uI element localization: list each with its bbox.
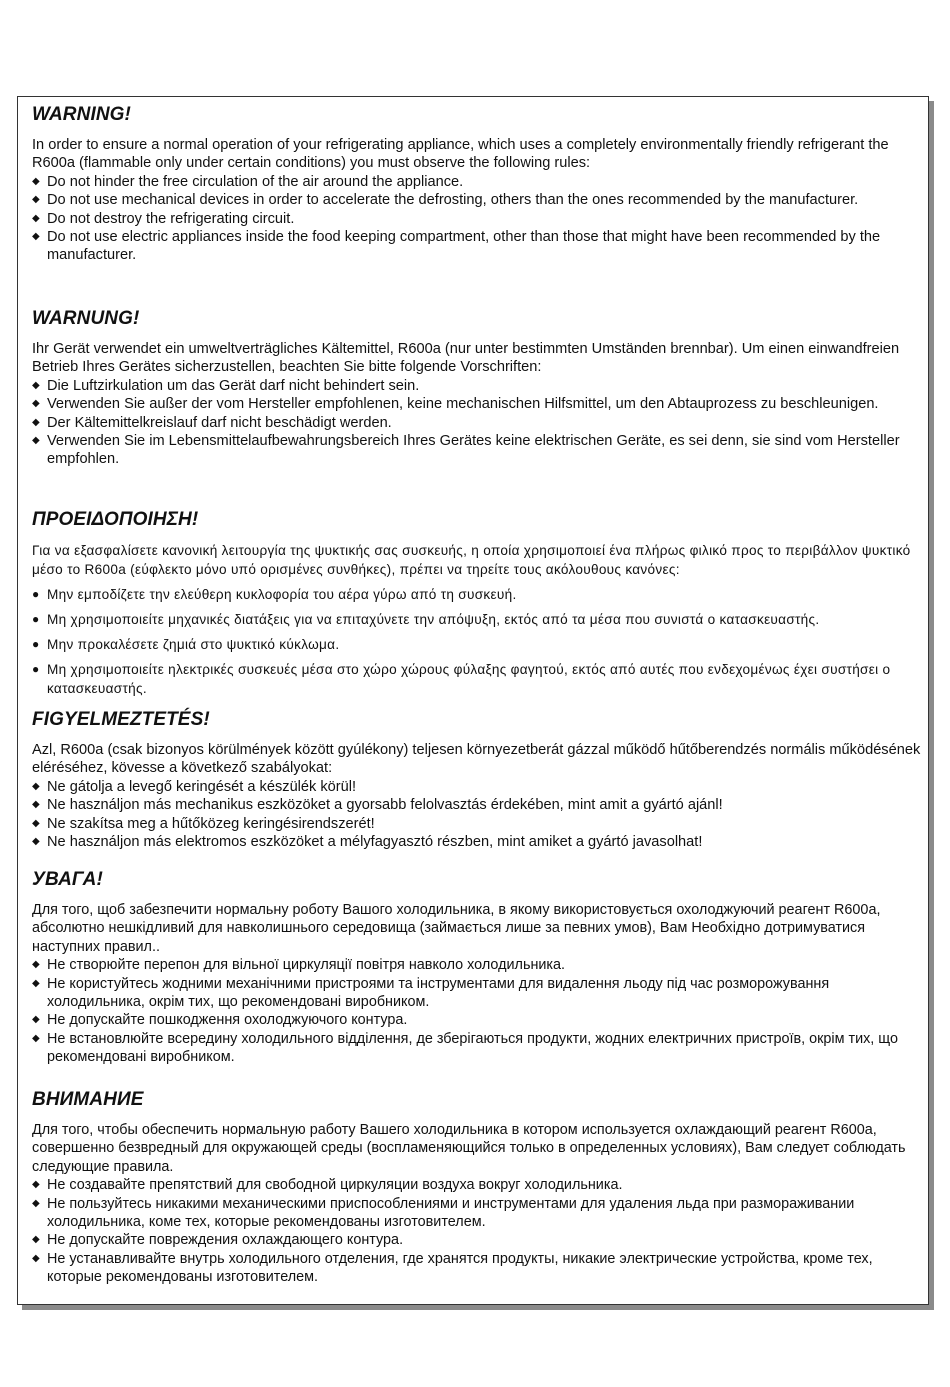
- section-intro: Для того, щоб забезпечити нормальну роботу Вашого холодильника, в якому використовується охолоджуючий реагент R600a, абсолютно нешкідливий для навколишнього середовища (займається лише за певних умов), Вам Необхідно дотримуватися наступних правил..: [32, 902, 881, 955]
- list-item-text: Не создавайте препятствий для свободной циркуляции воздуха вокруг холодильника.: [47, 1177, 623, 1194]
- rules-list: [32, 956, 924, 1066]
- diamond-bullet-icon: ◆: [32, 212, 40, 224]
- list-item: [32, 1030, 924, 1067]
- rules-list: [32, 1176, 924, 1286]
- list-item: [32, 610, 924, 629]
- list-item: [32, 1231, 924, 1249]
- list-item: [32, 833, 924, 851]
- diamond-bullet-icon: ◆: [32, 398, 40, 410]
- list-item-text: Не створюйте перепон для вільної циркуляції повітря навколо холодильника.: [47, 957, 566, 974]
- list-item-text: Μη χρησιμοποιείτε μηχανικές διατάξεις για να επιταχύνετε την απόψυξη, εκτός από τα μέσα που συνιστά ο κατασκευαστής.: [47, 612, 820, 627]
- list-item-text: Verwenden Sie außer der vom Hersteller empfohlenen, keine mechanischen Hilfsmittel, um den Abtauprozess zu beschleunigen.: [47, 396, 879, 413]
- list-item-text: Do not use electric appliances inside the food keeping compartment, other than those that might have been recommended by the manufacturer.: [47, 229, 881, 264]
- diamond-bullet-icon: ◆: [32, 1014, 40, 1026]
- dot-bullet-icon: ●: [32, 587, 40, 601]
- section-heading: WARNING!: [32, 104, 131, 125]
- diamond-bullet-icon: ◆: [32, 379, 40, 391]
- rules-list: [32, 173, 924, 265]
- list-item-text: Do not use mechanical devices in order to accelerate the defrosting, others than the ones recommended by the manufacturer.: [47, 192, 859, 209]
- section-heading: ΠΡΟΕΙΔΟΠΟΙΗΣΗ!: [32, 509, 199, 530]
- diamond-bullet-icon: ◆: [32, 780, 40, 792]
- section-intro: Για να εξασφαλίσετε κανονική λειτουργία της ψυκτικής σας συσκευής, η οποία χρησιμοποιεί ένα πλήρως φιλικό προς το περιβάλλον ψυκτικό μέσο το R600a (εύφλεκτο μόνο υπό ορισμένες συνθήκες), πρέπει να τηρείτε τους ακόλουθους κανόνες:: [32, 543, 911, 577]
- diamond-bullet-icon: ◆: [32, 1252, 40, 1264]
- list-item: [32, 1195, 924, 1232]
- rules-list: [32, 778, 924, 852]
- diamond-bullet-icon: ◆: [32, 959, 40, 971]
- section-heading: ВНИМАНИЕ: [32, 1089, 144, 1110]
- section-heading: WARNUNG!: [32, 308, 140, 329]
- list-item: [32, 191, 924, 209]
- section-heading: FIGYELMEZTETÉS!: [32, 709, 210, 730]
- list-item-text: Μη χρησιμοποιείτε ηλεκτρικές συσκευές μέσα στο χώρο χώρους φύλαξης φαγητού, εκτός από αυτές που ενδεχομένως έχει συστήσει ο κατασκευαστής.: [47, 662, 891, 696]
- list-item-text: Die Luftzirkulation um das Gerät darf nicht behindert sein.: [47, 377, 420, 394]
- list-item-text: Ne gátolja a levegő keringését a készülék körül!: [47, 778, 357, 795]
- dot-bullet-icon: ●: [32, 612, 40, 626]
- diamond-bullet-icon: ◆: [32, 194, 40, 206]
- list-item-text: Do not hinder the free circulation of the air around the appliance.: [47, 173, 464, 190]
- list-item: [32, 585, 924, 604]
- list-item: [32, 778, 924, 796]
- list-item-text: Ne szakítsa meg a hűtőközeg keringésirendszerét!: [47, 815, 375, 832]
- list-item-text: Не допускайте пошкодження охолоджуючого контура.: [47, 1012, 408, 1029]
- list-item: [32, 1011, 924, 1029]
- diamond-bullet-icon: ◆: [32, 175, 40, 187]
- section-heading: УВАГА!: [32, 869, 103, 890]
- diamond-bullet-icon: ◆: [32, 1179, 40, 1191]
- list-item: [32, 1176, 924, 1194]
- dot-bullet-icon: ●: [32, 637, 40, 651]
- list-item: [32, 173, 924, 191]
- diamond-bullet-icon: ◆: [32, 836, 40, 848]
- list-item-text: Не допускайте повреждения охлаждающего контура.: [47, 1232, 404, 1249]
- list-item-text: Μην προκαλέσετε ζημιά στο ψυκτικό κύκλωμα.: [47, 637, 340, 652]
- list-item: [32, 432, 924, 469]
- rules-list: [32, 377, 924, 469]
- list-item: [32, 395, 924, 413]
- list-item: [32, 228, 924, 265]
- diamond-bullet-icon: ◆: [32, 1032, 40, 1044]
- section-greek: [32, 508, 924, 698]
- section-russian: [32, 1088, 924, 1287]
- list-item-text: Не користуйтесь жодними механічними пристроями та інструментами для видалення льоду під час розморожування холодильника, окрім тих, що рекомендовані виробником.: [47, 975, 830, 1011]
- list-item: [32, 635, 924, 654]
- section-ukrainian: [32, 868, 924, 1067]
- diamond-bullet-icon: ◆: [32, 977, 40, 989]
- list-item-text: Не устанавливайте внутрь холодильного отделения, где хранятся продукты, никакие электрические устройства, кроме тех, которые рекомендованы изготовителем.: [47, 1250, 873, 1286]
- list-item: [32, 377, 924, 395]
- list-item-text: Ne használjon más mechanikus eszközöket a gyorsabb felolvasztás érdekében, mint amit a gyártó ajánl!: [47, 797, 723, 814]
- section-english: [32, 103, 924, 265]
- list-item: [32, 956, 924, 974]
- diamond-bullet-icon: ◆: [32, 416, 40, 428]
- list-item-text: Не пользуйтесь никакими механическими приспособлениями и инструментами для удаления льда при размораживании холодильника, коме тех, которые рекомендованы изготовителем.: [47, 1195, 855, 1231]
- list-item: [32, 796, 924, 814]
- section-intro: Для того, чтобы обеспечить нормальную работу Вашего холодильника в котором используется охлаждающий реагент R600a, совершенно безвредный для окружающей среды (воспламеняющийся только в определенных условиях), Вам следует соблюдать следующие правила.: [32, 1122, 906, 1175]
- section-hungarian: [32, 708, 924, 851]
- list-item: [32, 660, 924, 698]
- diamond-bullet-icon: ◆: [32, 1234, 40, 1246]
- diamond-bullet-icon: ◆: [32, 817, 40, 829]
- section-intro: In order to ensure a normal operation of your refrigerating appliance, which uses a completely environmentally friendly refrigerant the R600a (flammable only under certain conditions) you must observe the following rules:: [32, 137, 889, 172]
- list-item: [32, 414, 924, 432]
- list-item-text: Do not destroy the refrigerating circuit.: [47, 210, 295, 227]
- list-item-text: Не встановлюйте всередину холодильного відділення, де зберігаються продукти, жодних електричних пристроїв, окрім тих, що рекомендовані виробником.: [47, 1030, 898, 1066]
- list-item-text: Verwenden Sie im Lebensmittelaufbewahrungsbereich Ihres Gerätes keine elektrischen Geräte, es sei denn, sie sind vom Hersteller empfohlen.: [47, 433, 900, 468]
- list-item-text: Μην εμποδίζετε την ελεύθερη κυκλοφορία του αέρα γύρω από τη συσκευή.: [47, 587, 517, 602]
- section-intro: Ihr Gerät verwendet ein umweltverträgliches Kältemittel, R600a (nur unter bestimmten Umständen brennbar). Um einen einwandfreien Betrieb Ihres Gerätes sicherzustellen, beachten Sie bitte folgende Vorschriften:: [32, 341, 900, 376]
- diamond-bullet-icon: ◆: [32, 1197, 40, 1209]
- list-item: [32, 975, 924, 1012]
- list-item-text: Ne használjon más elektromos eszközöket a mélyfagyasztó részben, mint amiket a gyártó javasolhat!: [47, 834, 703, 851]
- dot-bullet-icon: ●: [32, 662, 40, 676]
- section-intro: Azl, R600a (csak bizonyos körülmények között gyúlékony) teljesen környezetberát gázzal működő hűtőberendzés normális működésének eléréséhez, kövesse a következő szabályokat:: [32, 742, 921, 777]
- list-item-text: Der Kältemittelkreislauf darf nicht beschädigt werden.: [47, 414, 392, 431]
- diamond-bullet-icon: ◆: [32, 799, 40, 811]
- list-item: [32, 1250, 924, 1287]
- diamond-bullet-icon: ◆: [32, 231, 40, 243]
- list-item: [32, 815, 924, 833]
- diamond-bullet-icon: ◆: [32, 435, 40, 447]
- list-item: [32, 210, 924, 228]
- section-german: [32, 307, 924, 469]
- rules-list: [32, 585, 924, 698]
